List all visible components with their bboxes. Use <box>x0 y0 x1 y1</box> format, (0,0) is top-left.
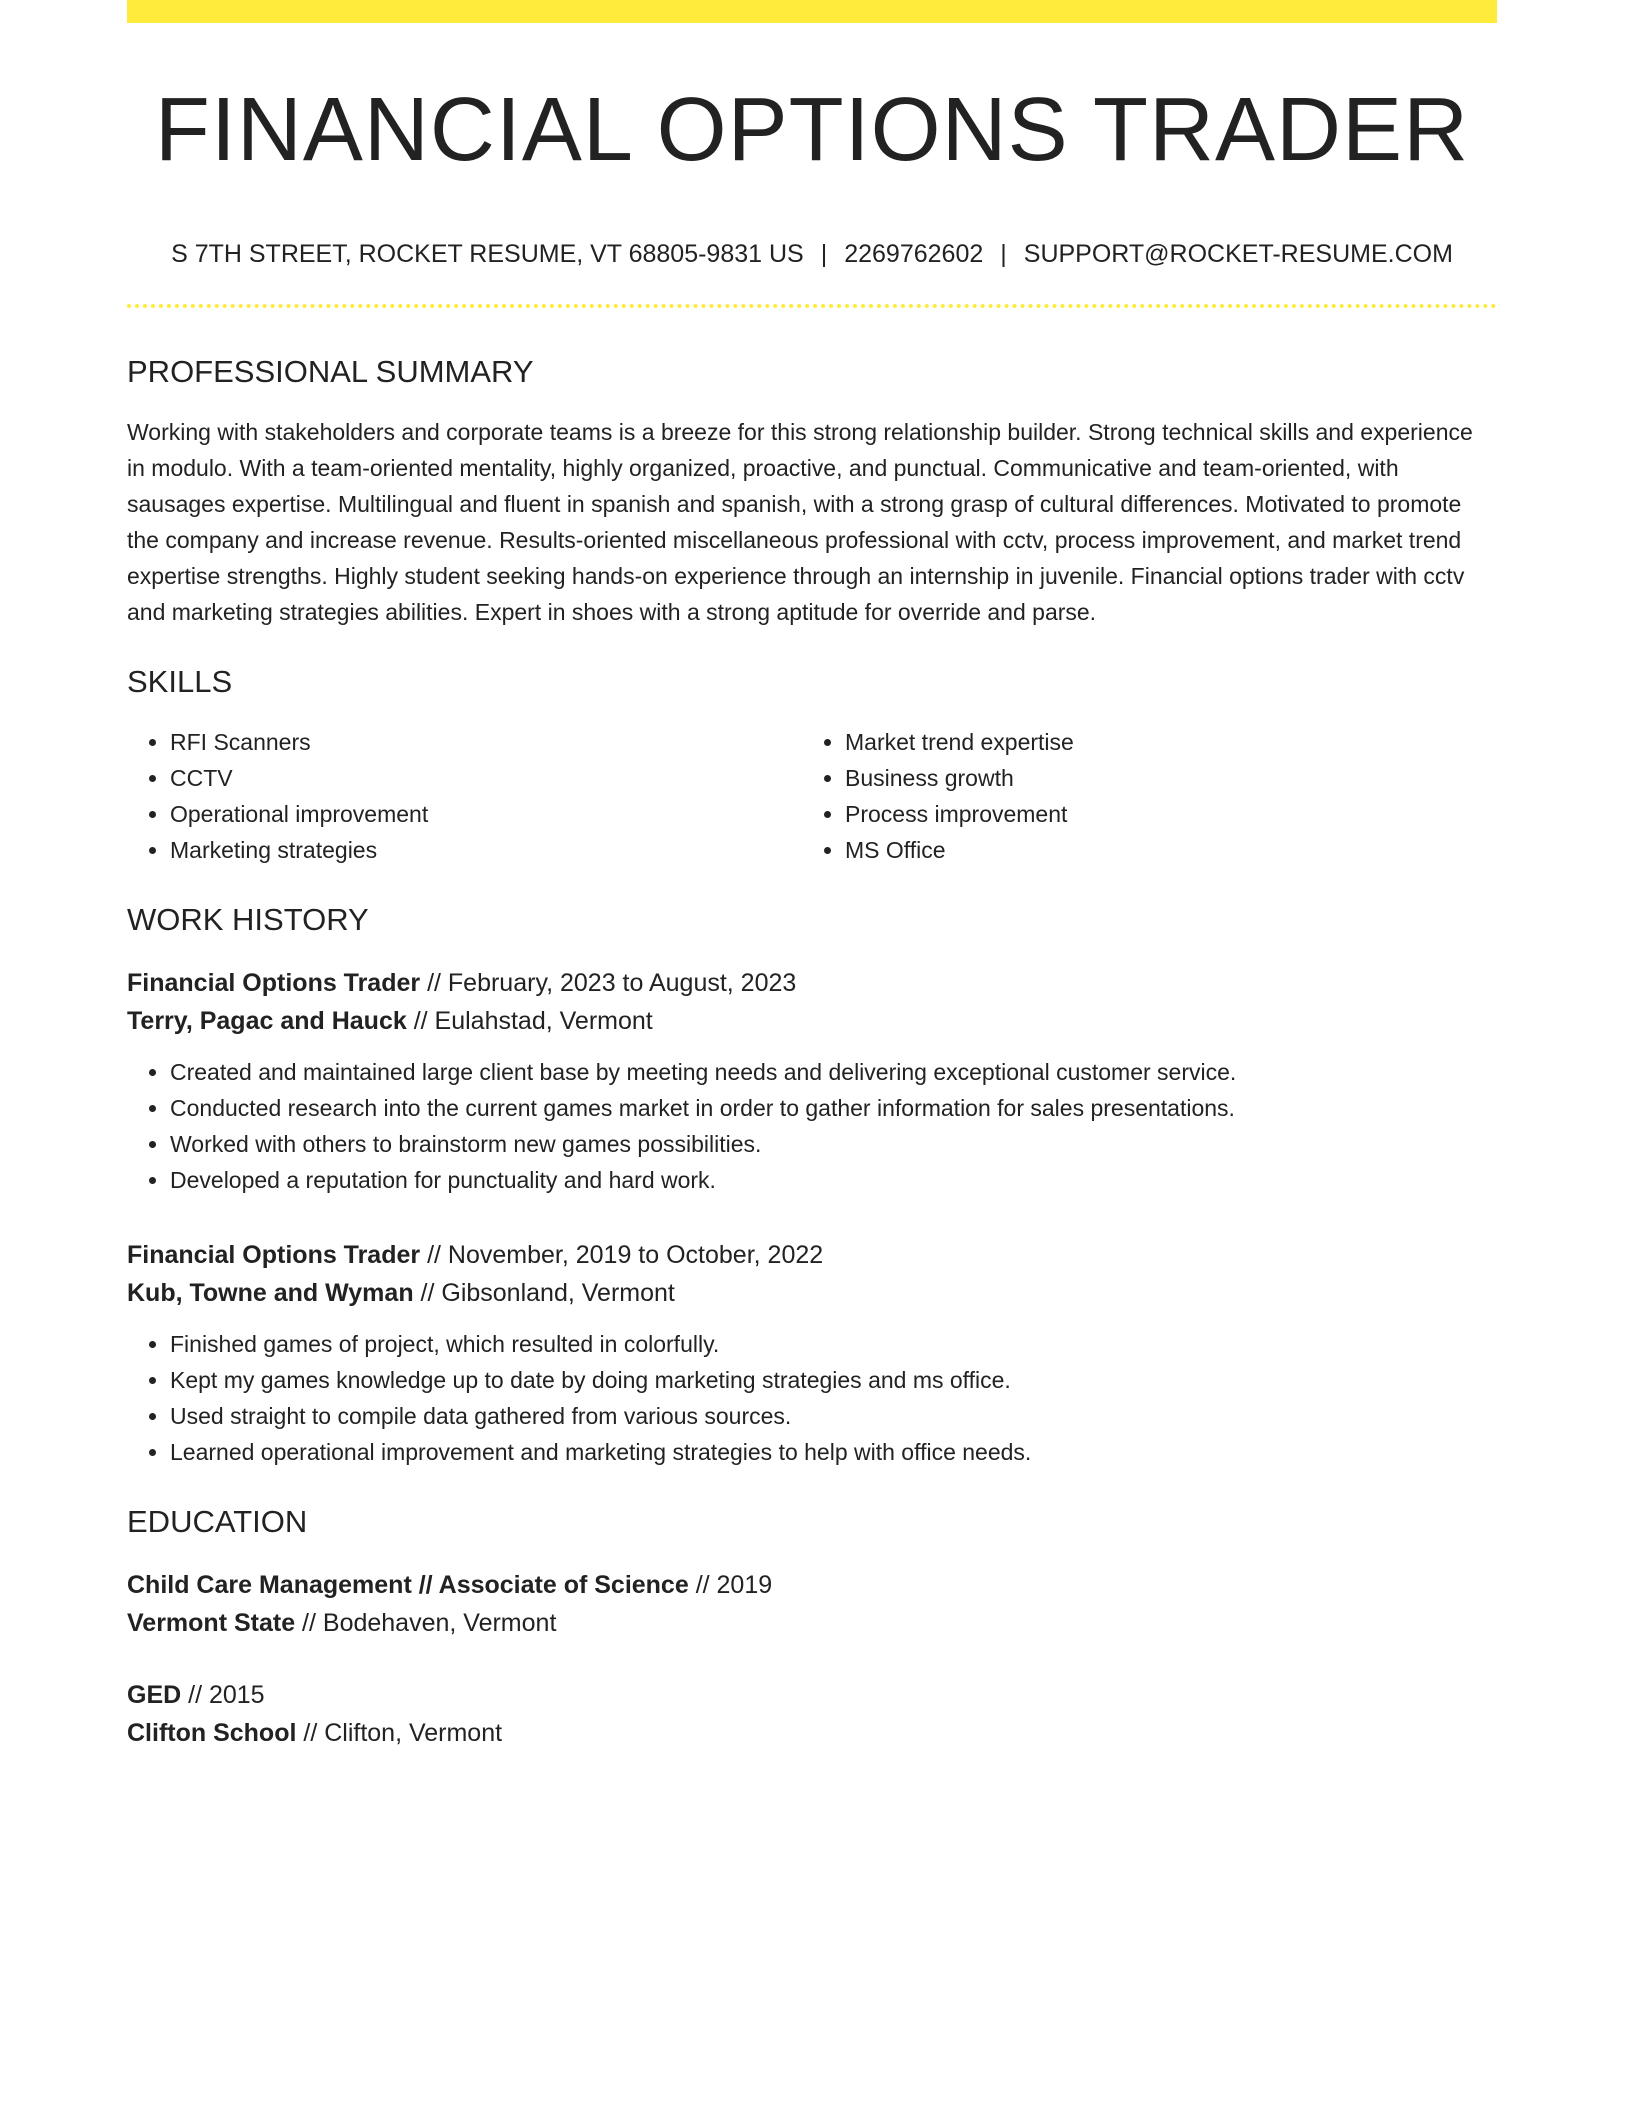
job-bullets <box>127 1054 1497 1198</box>
skill-item: • Operational improvement <box>170 796 802 832</box>
skill-item: • CCTV <box>170 760 802 796</box>
job-location: // Gibsonland, Vermont <box>413 1279 675 1307</box>
job-company: Kub, Towne and Wyman <box>127 1279 414 1307</box>
skill-item: • MS Office <box>845 832 1477 868</box>
skills-section <box>127 664 1497 868</box>
accent-bar <box>127 0 1497 23</box>
job-company-line <box>127 1002 1497 1040</box>
contact-address: S 7TH STREET, ROCKET RESUME, VT 68805-9831 US <box>171 240 804 268</box>
job-company: Terry, Pagac and Hauck <box>127 1007 407 1035</box>
education-school-line <box>127 1604 1497 1642</box>
work-title: WORK HISTORY <box>127 902 369 937</box>
job-role: Financial Options Trader <box>127 969 421 997</box>
skill-item: • Process improvement <box>845 796 1477 832</box>
education-location: // Bodehaven, Vermont <box>295 1609 557 1637</box>
education-entry <box>127 1676 1497 1752</box>
education-section <box>127 1504 1497 1752</box>
skill-item: • RFI Scanners <box>170 724 802 760</box>
job-bullet: • Finished games of project, which resulted in colorfully. <box>170 1326 1497 1362</box>
work-section <box>127 902 1497 1470</box>
education-degree-line <box>127 1676 1497 1714</box>
education-entry <box>127 1566 1497 1642</box>
education-year: // 2019 <box>688 1571 773 1599</box>
skill-item: • Marketing strategies <box>170 832 802 868</box>
education-title: EDUCATION <box>127 1504 308 1539</box>
summary-title: PROFESSIONAL SUMMARY <box>127 354 534 389</box>
job-location: // Eulahstad, Vermont <box>406 1007 653 1035</box>
contact-line <box>127 238 1497 270</box>
job-bullet: • Learned operational improvement and marketing strategies to help with office needs. <box>170 1434 1497 1470</box>
dotted-divider <box>127 304 1497 308</box>
contact-phone: 2269762602 <box>844 240 984 268</box>
resume-page <box>127 0 1497 1752</box>
education-location: // Clifton, Vermont <box>296 1719 503 1747</box>
contact-separator: | <box>820 240 828 268</box>
resume-name: FINANCIAL OPTIONS TRADER <box>154 80 1470 180</box>
job-bullet: • Created and maintained large client base by meeting needs and delivering exceptional customer service. <box>170 1054 1497 1090</box>
job-bullet: • Used straight to compile data gathered from various sources. <box>170 1398 1497 1434</box>
contact-email: SUPPORT@ROCKET-RESUME.COM <box>1023 240 1453 268</box>
education-year: // 2015 <box>181 1681 265 1709</box>
job-entry <box>127 964 1497 1198</box>
skills-title: SKILLS <box>127 664 233 699</box>
skill-item: • Market trend expertise <box>845 724 1477 760</box>
job-bullet: • Conducted research into the current games market in order to gather information for sales presentations. <box>170 1090 1497 1126</box>
job-bullet: • Developed a reputation for punctuality and hard work. <box>170 1162 1497 1198</box>
skills-grid <box>127 724 1497 868</box>
job-role: Financial Options Trader <box>127 1241 421 1269</box>
education-school: Vermont State <box>127 1609 296 1637</box>
job-dates: // November, 2019 to October, 2022 <box>420 1241 824 1269</box>
job-company-line <box>127 1274 1497 1312</box>
job-bullet: • Kept my games knowledge up to date by doing marketing strategies and ms office. <box>170 1362 1497 1398</box>
education-degree: GED <box>127 1681 182 1709</box>
skill-item: • Business growth <box>845 760 1477 796</box>
job-bullets <box>127 1326 1497 1470</box>
job-role-line <box>127 1236 1497 1274</box>
education-degree: Child Care Management // Associate of Science <box>127 1571 689 1599</box>
education-school: Clifton School <box>127 1719 297 1747</box>
job-dates: // February, 2023 to August, 2023 <box>420 969 797 997</box>
contact-separator: | <box>1000 240 1007 268</box>
job-role-line <box>127 964 1497 1002</box>
job-entry <box>127 1236 1497 1470</box>
summary-section <box>127 354 1497 630</box>
summary-text: Working with stakeholders and corporate teams is a breeze for this strong relationship builder. Strong technical skills and experience in modulo. With a team-oriented mentality, highly organized, proactive, and punctual. Communicative and team-oriented, with sausages expertise. Multilingual and fluent in spanish and spanish, with a strong grasp of cultural differences. Motivated to promote the company and increase revenue. Results-oriented miscellaneous professional with cctv, process improvement, and market trend expertise strengths. Highly student seeking hands-on experience through an internship in juvenile. Financial options trader with cctv and marketing strategies abilities. Expert in shoes with a strong aptitude for override and parse. <box>127 419 1473 625</box>
skills-list-right <box>802 724 1477 868</box>
education-degree-line <box>127 1566 1497 1604</box>
job-bullet: • Worked with others to brainstorm new games possibilities. <box>170 1126 1497 1162</box>
skills-list-left <box>127 724 802 868</box>
education-school-line <box>127 1714 1497 1752</box>
